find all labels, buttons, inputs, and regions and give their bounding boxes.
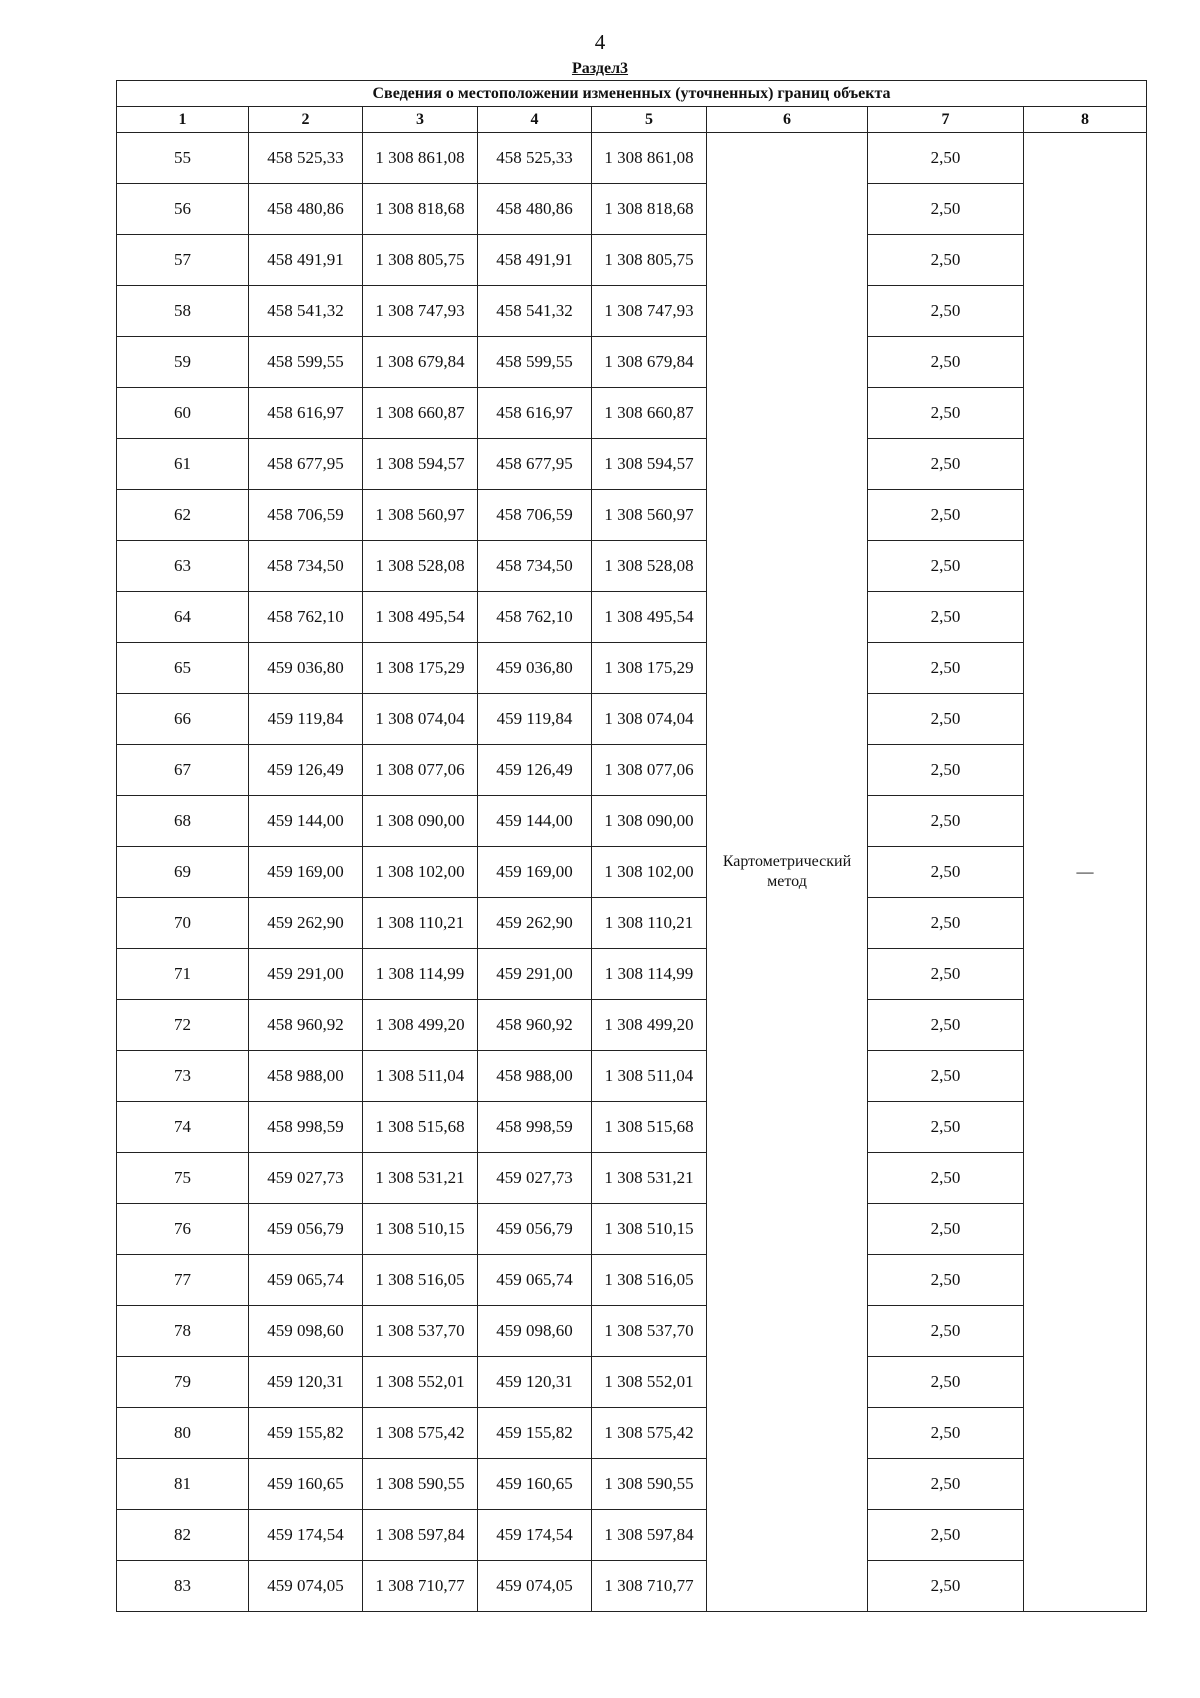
table-row	[117, 1408, 1147, 1459]
table-row	[117, 1102, 1147, 1153]
accuracy-cell: 2,50	[868, 796, 1024, 847]
y-old-cell: 1 308 515,68	[363, 1102, 478, 1153]
accuracy-cell: 2,50	[868, 1102, 1024, 1153]
x-old-cell: 459 155,82	[249, 1408, 363, 1459]
y-old-cell: 1 308 747,93	[363, 286, 478, 337]
accuracy-cell: 2,50	[868, 1204, 1024, 1255]
accuracy-cell: 2,50	[868, 286, 1024, 337]
y-old-cell: 1 308 710,77	[363, 1561, 478, 1612]
y-new-cell: 1 308 590,55	[592, 1459, 707, 1510]
table-row	[117, 541, 1147, 592]
y-new-cell: 1 308 516,05	[592, 1255, 707, 1306]
x-new-cell: 459 160,65	[478, 1459, 592, 1510]
y-old-cell: 1 308 575,42	[363, 1408, 478, 1459]
y-new-cell: 1 308 597,84	[592, 1510, 707, 1561]
accuracy-cell: 2,50	[868, 1000, 1024, 1051]
section-title: Раздел3	[571, 60, 629, 77]
accuracy-cell: 2,50	[868, 1510, 1024, 1561]
x-new-cell: 458 616,97	[478, 388, 592, 439]
y-old-cell: 1 308 495,54	[363, 592, 478, 643]
accuracy-cell: 2,50	[868, 337, 1024, 388]
x-new-cell: 459 119,84	[478, 694, 592, 745]
point-number-cell: 67	[117, 745, 249, 796]
point-number-cell: 58	[117, 286, 249, 337]
table-body	[117, 133, 1147, 1612]
accuracy-cell: 2,50	[868, 388, 1024, 439]
x-old-cell: 458 491,91	[249, 235, 363, 286]
table-row	[117, 1306, 1147, 1357]
y-old-cell: 1 308 114,99	[363, 949, 478, 1000]
y-old-cell: 1 308 516,05	[363, 1255, 478, 1306]
x-new-cell: 459 155,82	[478, 1408, 592, 1459]
x-old-cell: 458 706,59	[249, 490, 363, 541]
table-row	[117, 1255, 1147, 1306]
y-old-cell: 1 308 090,00	[363, 796, 478, 847]
y-new-cell: 1 308 110,21	[592, 898, 707, 949]
accuracy-cell: 2,50	[868, 541, 1024, 592]
y-old-cell: 1 308 510,15	[363, 1204, 478, 1255]
y-old-cell: 1 308 660,87	[363, 388, 478, 439]
point-number-cell: 66	[117, 694, 249, 745]
y-new-cell: 1 308 660,87	[592, 388, 707, 439]
x-old-cell: 459 056,79	[249, 1204, 363, 1255]
y-new-cell: 1 308 515,68	[592, 1102, 707, 1153]
y-new-cell: 1 308 575,42	[592, 1408, 707, 1459]
y-new-cell: 1 308 511,04	[592, 1051, 707, 1102]
table-row	[117, 592, 1147, 643]
y-old-cell: 1 308 597,84	[363, 1510, 478, 1561]
point-number-cell: 76	[117, 1204, 249, 1255]
table-row	[117, 1357, 1147, 1408]
point-number-cell: 70	[117, 898, 249, 949]
table-row	[117, 1000, 1147, 1051]
x-old-cell: 458 525,33	[249, 133, 363, 184]
y-new-cell: 1 308 560,97	[592, 490, 707, 541]
y-new-cell: 1 308 818,68	[592, 184, 707, 235]
x-old-cell: 458 734,50	[249, 541, 363, 592]
x-new-cell: 459 120,31	[478, 1357, 592, 1408]
x-old-cell: 459 160,65	[249, 1459, 363, 1510]
x-new-cell: 459 098,60	[478, 1306, 592, 1357]
table-row	[117, 1204, 1147, 1255]
y-old-cell: 1 308 077,06	[363, 745, 478, 796]
accuracy-cell: 2,50	[868, 1153, 1024, 1204]
x-new-cell: 458 525,33	[478, 133, 592, 184]
y-new-cell: 1 308 531,21	[592, 1153, 707, 1204]
accuracy-cell: 2,50	[868, 1306, 1024, 1357]
x-new-cell: 458 960,92	[478, 1000, 592, 1051]
point-number-cell: 62	[117, 490, 249, 541]
table-row	[117, 235, 1147, 286]
x-old-cell: 459 074,05	[249, 1561, 363, 1612]
x-new-cell: 459 291,00	[478, 949, 592, 1000]
table-row	[117, 898, 1147, 949]
accuracy-cell: 2,50	[868, 1357, 1024, 1408]
x-old-cell: 458 480,86	[249, 184, 363, 235]
x-old-cell: 458 762,10	[249, 592, 363, 643]
x-old-cell: 459 065,74	[249, 1255, 363, 1306]
column-number: 6	[707, 107, 868, 133]
y-new-cell: 1 308 805,75	[592, 235, 707, 286]
y-new-cell: 1 308 074,04	[592, 694, 707, 745]
point-number-cell: 78	[117, 1306, 249, 1357]
y-old-cell: 1 308 552,01	[363, 1357, 478, 1408]
accuracy-cell: 2,50	[868, 1561, 1024, 1612]
x-old-cell: 458 541,32	[249, 286, 363, 337]
point-number-cell: 64	[117, 592, 249, 643]
accuracy-cell: 2,50	[868, 1459, 1024, 1510]
y-old-cell: 1 308 511,04	[363, 1051, 478, 1102]
y-new-cell: 1 308 090,00	[592, 796, 707, 847]
point-number-cell: 75	[117, 1153, 249, 1204]
method-cell: Картометрический метод	[707, 133, 868, 1612]
accuracy-cell: 2,50	[868, 439, 1024, 490]
accuracy-cell: 2,50	[868, 1408, 1024, 1459]
table-row	[117, 184, 1147, 235]
point-number-cell: 79	[117, 1357, 249, 1408]
x-new-cell: 459 169,00	[478, 847, 592, 898]
point-number-cell: 77	[117, 1255, 249, 1306]
x-new-cell: 458 599,55	[478, 337, 592, 388]
y-new-cell: 1 308 499,20	[592, 1000, 707, 1051]
x-new-cell: 458 480,86	[478, 184, 592, 235]
y-old-cell: 1 308 537,70	[363, 1306, 478, 1357]
accuracy-cell: 2,50	[868, 133, 1024, 184]
y-old-cell: 1 308 679,84	[363, 337, 478, 388]
y-new-cell: 1 308 594,57	[592, 439, 707, 490]
x-new-cell: 459 126,49	[478, 745, 592, 796]
table-row	[117, 286, 1147, 337]
accuracy-cell: 2,50	[868, 592, 1024, 643]
x-new-cell: 458 706,59	[478, 490, 592, 541]
point-number-cell: 63	[117, 541, 249, 592]
x-old-cell: 458 960,92	[249, 1000, 363, 1051]
x-new-cell: 458 491,91	[478, 235, 592, 286]
table-row	[117, 1561, 1147, 1612]
y-new-cell: 1 308 114,99	[592, 949, 707, 1000]
y-new-cell: 1 308 537,70	[592, 1306, 707, 1357]
x-old-cell: 458 677,95	[249, 439, 363, 490]
x-new-cell: 458 762,10	[478, 592, 592, 643]
table-row	[117, 745, 1147, 796]
y-new-cell: 1 308 175,29	[592, 643, 707, 694]
x-old-cell: 458 998,59	[249, 1102, 363, 1153]
x-old-cell: 459 169,00	[249, 847, 363, 898]
accuracy-cell: 2,50	[868, 745, 1024, 796]
table-row	[117, 133, 1147, 184]
x-old-cell: 458 616,97	[249, 388, 363, 439]
y-new-cell: 1 308 495,54	[592, 592, 707, 643]
point-number-cell: 61	[117, 439, 249, 490]
table-row	[117, 337, 1147, 388]
y-old-cell: 1 308 528,08	[363, 541, 478, 592]
column-number: 2	[249, 107, 363, 133]
table-row	[117, 439, 1147, 490]
y-new-cell: 1 308 077,06	[592, 745, 707, 796]
y-new-cell: 1 308 710,77	[592, 1561, 707, 1612]
boundary-coordinates-table	[116, 80, 1147, 1612]
y-old-cell: 1 308 590,55	[363, 1459, 478, 1510]
x-new-cell: 459 036,80	[478, 643, 592, 694]
column-number: 8	[1024, 107, 1147, 133]
x-old-cell: 459 291,00	[249, 949, 363, 1000]
point-number-cell: 55	[117, 133, 249, 184]
column-number: 4	[478, 107, 592, 133]
table-caption: Сведения о местоположении измененных (уточненных) границ объекта	[117, 81, 1147, 107]
x-old-cell: 459 027,73	[249, 1153, 363, 1204]
y-old-cell: 1 308 818,68	[363, 184, 478, 235]
table-row	[117, 1051, 1147, 1102]
column-number: 5	[592, 107, 707, 133]
x-new-cell: 459 144,00	[478, 796, 592, 847]
y-new-cell: 1 308 528,08	[592, 541, 707, 592]
point-number-cell: 73	[117, 1051, 249, 1102]
point-number-cell: 72	[117, 1000, 249, 1051]
x-old-cell: 459 119,84	[249, 694, 363, 745]
x-old-cell: 459 036,80	[249, 643, 363, 694]
x-new-cell: 459 056,79	[478, 1204, 592, 1255]
x-new-cell: 458 677,95	[478, 439, 592, 490]
x-new-cell: 459 027,73	[478, 1153, 592, 1204]
y-new-cell: 1 308 747,93	[592, 286, 707, 337]
point-number-cell: 57	[117, 235, 249, 286]
x-new-cell: 458 988,00	[478, 1051, 592, 1102]
x-new-cell: 458 734,50	[478, 541, 592, 592]
point-number-cell: 82	[117, 1510, 249, 1561]
y-old-cell: 1 308 861,08	[363, 133, 478, 184]
accuracy-cell: 2,50	[868, 847, 1024, 898]
accuracy-cell: 2,50	[868, 898, 1024, 949]
accuracy-cell: 2,50	[868, 643, 1024, 694]
point-number-cell: 60	[117, 388, 249, 439]
table-row	[117, 1510, 1147, 1561]
x-old-cell: 459 120,31	[249, 1357, 363, 1408]
accuracy-cell: 2,50	[868, 1255, 1024, 1306]
column-number-row	[117, 107, 1147, 133]
table-row	[117, 796, 1147, 847]
column-number: 3	[363, 107, 478, 133]
point-number-cell: 59	[117, 337, 249, 388]
x-old-cell: 459 174,54	[249, 1510, 363, 1561]
column8-cell: —	[1024, 133, 1147, 1612]
x-new-cell: 458 541,32	[478, 286, 592, 337]
y-old-cell: 1 308 594,57	[363, 439, 478, 490]
point-number-cell: 71	[117, 949, 249, 1000]
y-old-cell: 1 308 110,21	[363, 898, 478, 949]
x-new-cell: 459 074,05	[478, 1561, 592, 1612]
y-new-cell: 1 308 510,15	[592, 1204, 707, 1255]
table-row	[117, 388, 1147, 439]
point-number-cell: 65	[117, 643, 249, 694]
y-new-cell: 1 308 102,00	[592, 847, 707, 898]
accuracy-cell: 2,50	[868, 235, 1024, 286]
x-old-cell: 459 098,60	[249, 1306, 363, 1357]
point-number-cell: 68	[117, 796, 249, 847]
accuracy-cell: 2,50	[868, 1051, 1024, 1102]
y-old-cell: 1 308 175,29	[363, 643, 478, 694]
y-new-cell: 1 308 679,84	[592, 337, 707, 388]
point-number-cell: 74	[117, 1102, 249, 1153]
point-number-cell: 69	[117, 847, 249, 898]
y-old-cell: 1 308 805,75	[363, 235, 478, 286]
x-old-cell: 459 262,90	[249, 898, 363, 949]
accuracy-cell: 2,50	[868, 184, 1024, 235]
table-row	[117, 643, 1147, 694]
column-number: 1	[117, 107, 249, 133]
table-row	[117, 1153, 1147, 1204]
x-new-cell: 459 174,54	[478, 1510, 592, 1561]
point-number-cell: 80	[117, 1408, 249, 1459]
x-old-cell: 459 126,49	[249, 745, 363, 796]
y-old-cell: 1 308 074,04	[363, 694, 478, 745]
y-old-cell: 1 308 102,00	[363, 847, 478, 898]
table-row	[117, 490, 1147, 541]
column-number: 7	[868, 107, 1024, 133]
x-old-cell: 458 599,55	[249, 337, 363, 388]
accuracy-cell: 2,50	[868, 490, 1024, 541]
y-old-cell: 1 308 499,20	[363, 1000, 478, 1051]
y-new-cell: 1 308 861,08	[592, 133, 707, 184]
point-number-cell: 83	[117, 1561, 249, 1612]
x-new-cell: 459 065,74	[478, 1255, 592, 1306]
x-new-cell: 459 262,90	[478, 898, 592, 949]
table-row	[117, 1459, 1147, 1510]
y-new-cell: 1 308 552,01	[592, 1357, 707, 1408]
x-new-cell: 458 998,59	[478, 1102, 592, 1153]
x-old-cell: 459 144,00	[249, 796, 363, 847]
accuracy-cell: 2,50	[868, 949, 1024, 1000]
table-row	[117, 694, 1147, 745]
accuracy-cell: 2,50	[868, 694, 1024, 745]
table-row	[117, 949, 1147, 1000]
y-old-cell: 1 308 560,97	[363, 490, 478, 541]
table-row	[117, 847, 1147, 898]
point-number-cell: 81	[117, 1459, 249, 1510]
x-old-cell: 458 988,00	[249, 1051, 363, 1102]
point-number-cell: 56	[117, 184, 249, 235]
y-old-cell: 1 308 531,21	[363, 1153, 478, 1204]
page-number: 4	[594, 30, 606, 54]
